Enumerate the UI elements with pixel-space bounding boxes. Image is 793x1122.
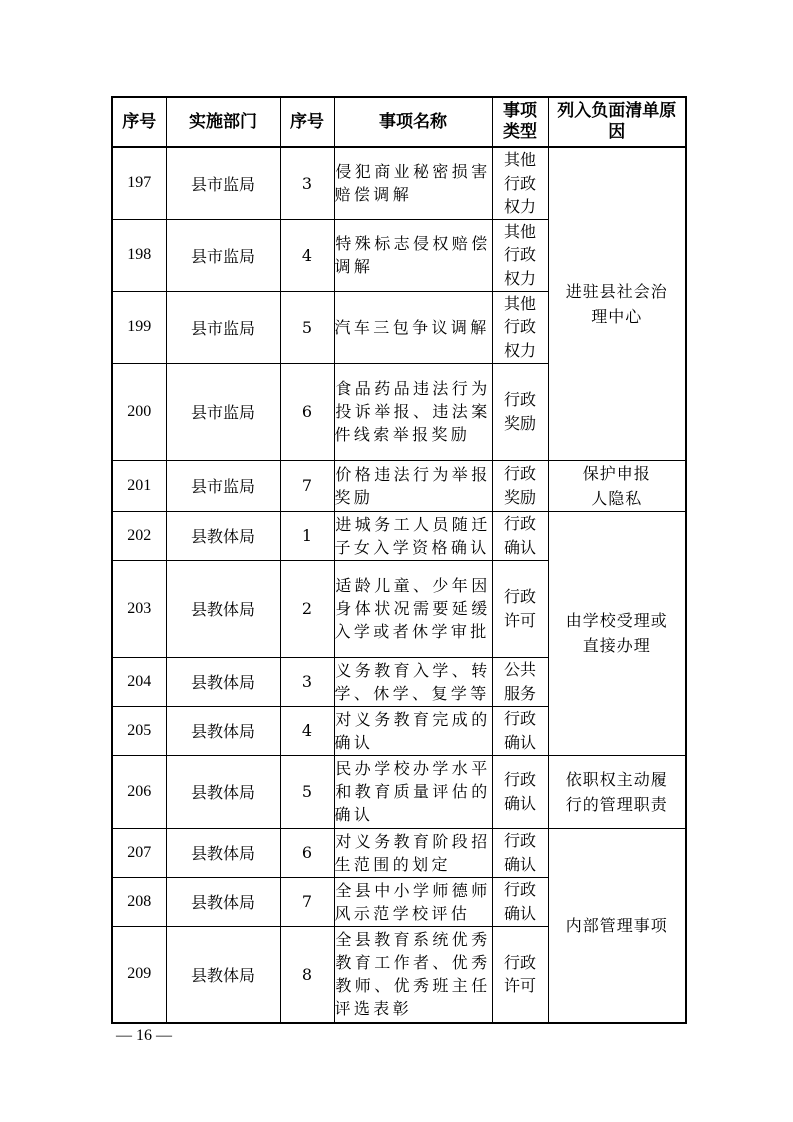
reason-internal-management: 内部管理事项: [548, 828, 686, 1023]
row-seq-no: 6: [280, 828, 334, 877]
row-serial-no: 205: [112, 706, 166, 755]
row-seq-no: 8: [280, 926, 334, 1023]
row-item-name: 适龄儿童、少年因身体状况需要延缓入学或者休学审批: [334, 560, 492, 657]
reason-ex-officio-duty: 依职权主动履行的管理职责: [548, 755, 686, 828]
header-seq-no: 序号: [280, 97, 334, 147]
row-item-name: 特殊标志侵权赔偿调解: [334, 219, 492, 291]
row-item-name: 全县中小学师德师风示范学校评估: [334, 877, 492, 926]
row-serial-no: 201: [112, 460, 166, 511]
row-serial-no: 198: [112, 219, 166, 291]
row-department: 县教体局: [166, 511, 280, 560]
header-item-type: 事项类型: [492, 97, 548, 147]
page-number: — 16 —: [116, 1027, 172, 1044]
row-department: 县教体局: [166, 560, 280, 657]
row-seq-no: 3: [280, 657, 334, 706]
table-row: [112, 460, 686, 511]
row-item-type: 行政确认: [492, 755, 548, 828]
row-seq-no: 3: [280, 147, 334, 219]
table-header-row: [112, 97, 686, 147]
row-serial-no: 200: [112, 363, 166, 460]
row-item-type: 其他行政权力: [492, 219, 548, 291]
row-seq-no: 1: [280, 511, 334, 560]
row-item-type: 行政确认: [492, 828, 548, 877]
table-row: [112, 755, 686, 828]
negative-list-table: [111, 96, 687, 1024]
row-item-type: 行政奖励: [492, 363, 548, 460]
row-item-name: 食品药品违法行为投诉举报、违法案件线索举报奖励: [334, 363, 492, 460]
row-item-name: 义务教育入学、转学、休学、复学等: [334, 657, 492, 706]
row-seq-no: 4: [280, 219, 334, 291]
row-seq-no: 6: [280, 363, 334, 460]
row-department: 县教体局: [166, 706, 280, 755]
row-item-name: 侵犯商业秘密损害赔偿调解: [334, 147, 492, 219]
row-serial-no: 206: [112, 755, 166, 828]
row-serial-no: 204: [112, 657, 166, 706]
row-serial-no: 207: [112, 828, 166, 877]
header-serial-no: 序号: [112, 97, 166, 147]
row-serial-no: 197: [112, 147, 166, 219]
reason-handled-by-school: 由学校受理或直接办理: [548, 511, 686, 755]
row-item-type: 行政确认: [492, 877, 548, 926]
row-seq-no: 4: [280, 706, 334, 755]
row-item-name: 价格违法行为举报奖励: [334, 460, 492, 511]
row-seq-no: 5: [280, 291, 334, 363]
row-department: 县教体局: [166, 755, 280, 828]
header-reason: 列入负面清单原因: [548, 97, 686, 147]
row-department: 县教体局: [166, 926, 280, 1023]
row-item-name: 全县教育系统优秀教育工作者、优秀教师、优秀班主任评选表彰: [334, 926, 492, 1023]
header-item-name: 事项名称: [334, 97, 492, 147]
row-item-name: 民办学校办学水平和教育质量评估的确认: [334, 755, 492, 828]
row-item-type: 行政许可: [492, 560, 548, 657]
row-item-type: 其他行政权力: [492, 291, 548, 363]
row-department: 县教体局: [166, 828, 280, 877]
row-serial-no: 203: [112, 560, 166, 657]
table-row: [112, 828, 686, 877]
header-department: 实施部门: [166, 97, 280, 147]
reason-protect-informant-privacy: 保护申报人隐私: [548, 460, 686, 511]
row-department: 县市监局: [166, 147, 280, 219]
row-serial-no: 202: [112, 511, 166, 560]
row-item-name: 对义务教育阶段招生范围的划定: [334, 828, 492, 877]
row-item-type: 行政确认: [492, 511, 548, 560]
row-department: 县教体局: [166, 657, 280, 706]
row-seq-no: 7: [280, 877, 334, 926]
row-serial-no: 209: [112, 926, 166, 1023]
row-serial-no: 199: [112, 291, 166, 363]
row-department: 县市监局: [166, 363, 280, 460]
row-item-type: 行政确认: [492, 706, 548, 755]
row-department: 县市监局: [166, 291, 280, 363]
row-item-name: 对义务教育完成的确认: [334, 706, 492, 755]
row-serial-no: 208: [112, 877, 166, 926]
row-seq-no: 5: [280, 755, 334, 828]
table-row: [112, 511, 686, 560]
row-department: 县市监局: [166, 219, 280, 291]
row-item-type: 公共服务: [492, 657, 548, 706]
reason-social-governance-center: 进驻县社会治理中心: [548, 147, 686, 460]
row-item-type: 其他行政权力: [492, 147, 548, 219]
row-seq-no: 7: [280, 460, 334, 511]
table-row: [112, 147, 686, 219]
row-department: 县教体局: [166, 877, 280, 926]
row-department: 县市监局: [166, 460, 280, 511]
row-item-name: 进城务工人员随迁子女入学资格确认: [334, 511, 492, 560]
row-seq-no: 2: [280, 560, 334, 657]
row-item-name: 汽车三包争议调解: [334, 291, 492, 363]
row-item-type: 行政奖励: [492, 460, 548, 511]
row-item-type: 行政许可: [492, 926, 548, 1023]
